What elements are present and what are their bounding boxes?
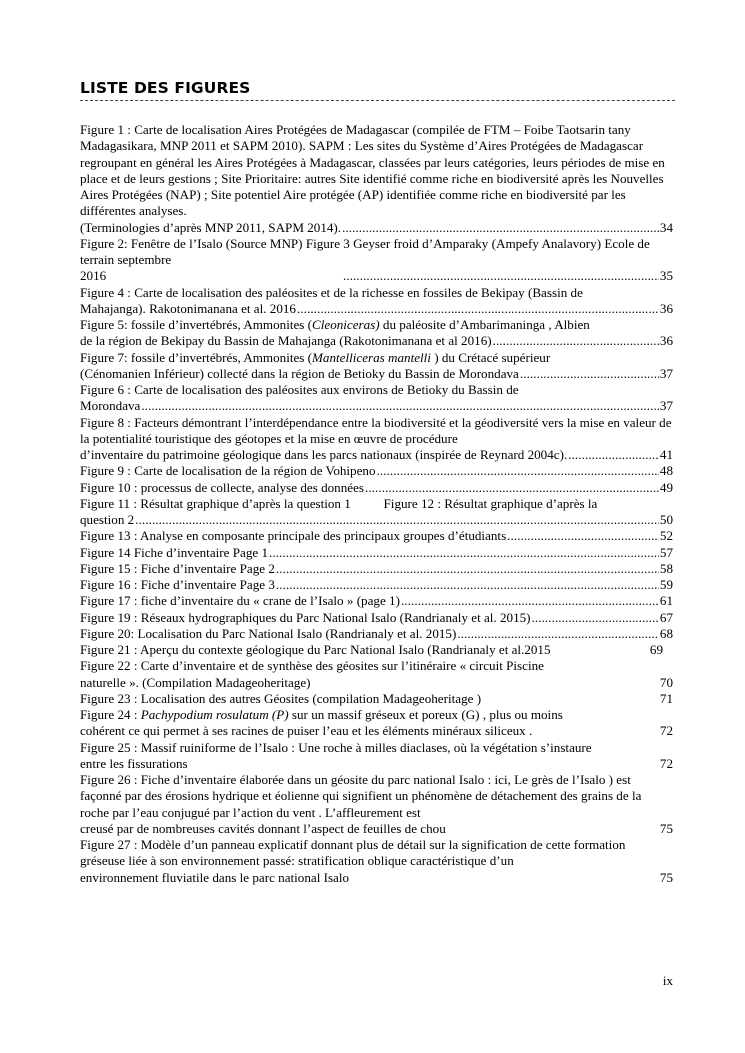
figure-entry-16[interactable] [80, 577, 673, 593]
entry-page-number: 37 [659, 398, 673, 414]
entry-text: Figure 25 : Massif ruiniforme de l’Isalo : Une roche à milles diaclases, où la végétation s’instaure [80, 739, 592, 755]
entry-page-number: 52 [659, 528, 673, 544]
entry-last-line: Figure 15 : Fiche d’inventaire Page 2 [80, 560, 275, 576]
figure-entry-17[interactable] [80, 593, 673, 609]
entry-page-number: 67 [659, 609, 673, 625]
entry-last-line: cohérent ce qui permet à ses racines de puiser l’eau et les éléments minéraux siliceux . [80, 723, 533, 739]
page-heading: LISTE DES FIGURES [80, 79, 251, 97]
entry-last-line: Figure 23 : Localisation des autres Géosites (compilation Madageoheritage ) [80, 690, 482, 706]
figure-entry-8[interactable] [80, 415, 673, 464]
dot-leader [365, 480, 659, 496]
entry-page-number: 58 [659, 560, 673, 576]
entry-text: Figure 11 : Résultat graphique d’après la question 1 Figure 12 : Résultat graphique d’après la [80, 495, 598, 511]
entry-last-line: Figure 17 : fiche d’inventaire du « crane de l’Isalo » (page 1) [80, 593, 400, 609]
figure-entry-6[interactable] [80, 382, 673, 415]
dot-leader [520, 366, 659, 382]
entry-last-line: question 2 [80, 512, 135, 527]
entry-last-line: 2016 [80, 268, 107, 284]
dot-leader [343, 268, 659, 284]
entry-page-number: 70 [659, 674, 673, 690]
entry-text-part: Figure 24 : [80, 707, 141, 722]
figure-entry-21[interactable] [80, 642, 673, 658]
figure-entry-2[interactable] [80, 236, 673, 285]
entry-text: Figure 27 : Modèle d’un panneau explicatif donnant plus de détail sur la signification de cette formation gréseuse liée à son environnement passé: stratification oblique caractéristique d’un [80, 837, 626, 869]
entry-last-line: Figure 10 : processus de collecte, analyse des données [80, 479, 364, 495]
entry-text: Figure 8 : Facteurs démontrant l’interdépendance entre la biodiversité et la géodiversité vers la mise en valeur de la potentialité touristique des géotopes et la mise en œuvre de procédure [80, 414, 672, 446]
figure-entry-13[interactable] [80, 528, 673, 544]
entry-page-number: 69 [649, 642, 663, 657]
entry-italic-taxon: Cleoniceras) [312, 317, 380, 332]
dot-leader [507, 528, 659, 544]
entry-last-line: Figure 9 : Carte de localisation de la région de Vohipeno [80, 463, 376, 479]
dot-leader [457, 626, 659, 642]
entry-text-part: sur un massif gréseux et poreux (G) , plus ou moins [288, 707, 563, 722]
figure-entry-27[interactable] [80, 837, 673, 886]
entry-page-number: 61 [659, 593, 673, 609]
entry-last-line: entre les fissurations [80, 755, 188, 771]
dot-leader [276, 561, 659, 577]
entry-text: Figure 4 : Carte de localisation des paléosites et de la richesse en fossiles de Bekipay (Bassin de [80, 284, 583, 300]
figure-list [80, 122, 673, 886]
figure-entry-22[interactable] [80, 658, 673, 691]
figure-entry-23[interactable] [80, 691, 673, 707]
entry-text [80, 350, 673, 366]
entry-page-number: 36 [659, 300, 673, 316]
dot-leader [532, 610, 659, 626]
entry-last-line: Figure 21 : Aperçu du contexte géologique du Parc National Isalo (Randrianaly et al.2015 [80, 642, 551, 657]
figure-entry-7[interactable] [80, 350, 673, 383]
entry-page-number: 34 [659, 219, 673, 235]
entry-last-line: Morondava [80, 398, 141, 414]
entry-last-line: Figure 14 Fiche d’inventaire Page 1 [80, 544, 268, 560]
figure-entry-19[interactable] [80, 610, 673, 626]
entry-italic-taxon: Mantelliceras mantelli [312, 349, 431, 365]
entry-text-part: ) du Crétacé supérieur [430, 349, 551, 365]
entry-last-line: Mahajanga). Rakotonimanana et al. 2016 [80, 300, 296, 316]
entry-last-line: environnement fluviatile dans le parc national Isalo [80, 869, 350, 885]
figure-entry-5[interactable] [80, 317, 673, 350]
entry-page-number: 59 [659, 577, 673, 592]
figure-entry-1[interactable] [80, 122, 673, 236]
entry-last-line: creusé par de nombreuses cavités donnant l’aspect de feuilles de chou [80, 820, 446, 836]
figure-entry-24[interactable] [80, 707, 673, 740]
dot-leader [276, 577, 659, 593]
dot-leader [297, 301, 659, 317]
figure-entry-26[interactable] [80, 772, 673, 837]
entry-last-line: Figure 13 : Analyse en composante principale des principaux groupes d’étudiants [80, 528, 507, 544]
entry-text [80, 317, 673, 333]
entry-text: Figure 2: Fenêtre de l’Isalo (Source MNP) Figure 3 Geyser froid d’Amparaky (Ampefy Analavory) Ecole de terrain septembre [80, 235, 650, 267]
figure-entry-11[interactable] [80, 496, 673, 529]
dot-leader [401, 593, 659, 609]
figure-entry-14[interactable] [80, 545, 673, 561]
entry-page-number: 68 [659, 625, 673, 641]
dot-leader [141, 398, 659, 414]
entry-page-number: 41 [659, 447, 673, 462]
entry-page-number: 71 [659, 690, 673, 706]
heading-divider [80, 100, 675, 101]
page-footer-number: ix [662, 973, 673, 988]
entry-page-number: 75 [659, 820, 673, 836]
entry-last-line: (Terminologies d’après MNP 2011, SAPM 2014). [80, 219, 342, 235]
entry-page-number: 72 [659, 723, 673, 739]
entry-text-part: Figure 7: fossile d’invertébrés, Ammonites ( [80, 349, 313, 365]
figure-entry-25[interactable] [80, 740, 673, 773]
entry-text: Figure 22 : Carte d’inventaire et de synthèse des géosites sur l’itinéraire « circuit Piscine [80, 658, 544, 674]
dot-leader [493, 333, 659, 349]
entry-last-line: naturelle ». (Compilation Madageoheritage) [80, 674, 311, 690]
figure-entry-9[interactable] [80, 463, 673, 479]
entry-page-number: 72 [659, 755, 673, 771]
entry-text: Figure 1 : Carte de localisation Aires Protégées de Madagascar (compilée de FTM – Foibe Taotsarin tany Madagasikara, MNP 2011 et SAPM 2010). SAPM : Les sites du Système d’Aires Protégées de Madagascar regroupant en général les Aires Protégées à Madagascar, classées par leurs catégories, leurs périodes de mise en place et de leurs gestions ; Site Prioritaire: autres Site identifié comme riche en biodiversité après les Nouvelles Aires Protégées (NAP) ; Site potentiel Aire protégée (AP) identifiée comme riche en biodiversité par les différentes analyses. [80, 122, 665, 219]
entry-text-part: Figure 5: fossile d’invertébrés, Ammonites ( [80, 317, 313, 332]
entry-text: Figure 6 : Carte de localisation des paléosites aux environs de Betioky du Bassin de [80, 382, 519, 397]
entry-text: Figure 26 : Fiche d’inventaire élaborée dans un géosite du parc national Isalo : ici, Le grès de l’Isalo ) est façonné par des érosions hydrique et éolienne qui signifient un phénomène de détachement des grains de la roche par l’eau conjugué par l’action du vent . L’affleurement est [80, 772, 642, 820]
dot-leader [342, 220, 659, 236]
figure-entry-10[interactable] [80, 480, 673, 496]
entry-last-line: (Cénomanien Inférieur) collecté dans la région de Betioky du Bassin de Morondava [80, 365, 519, 381]
entry-last-line: d’inventaire du patrimoine géologique dans les parcs nationaux (inspirée de Reynard 2004c). [80, 447, 568, 462]
entry-last-line: Figure 16 : Fiche d’inventaire Page 3 [80, 577, 275, 592]
figure-entry-15[interactable] [80, 561, 673, 577]
dot-leader [568, 447, 659, 463]
entry-page-number: 49 [659, 479, 673, 495]
dot-leader [269, 545, 659, 561]
entry-page-number: 57 [659, 544, 673, 560]
entry-text [80, 707, 673, 723]
entry-page-number: 75 [659, 869, 673, 885]
entry-page-number: 48 [659, 463, 673, 479]
figure-entry-20[interactable] [80, 626, 673, 642]
entry-page-number: 37 [659, 365, 673, 381]
entry-text-part: du paléosite d’Ambarimaninga , Albien [379, 317, 590, 332]
dot-leader [377, 463, 659, 479]
entry-page-number: 35 [659, 268, 673, 284]
entry-last-line: Figure 19 : Réseaux hydrographiques du Parc National Isalo (Randrianaly et al. 2015) [80, 609, 531, 625]
entry-last-line: de la région de Bekipay du Bassin de Mahajanga (Rakotonimanana et al 2016) [80, 333, 492, 349]
entry-page-number: 50 [659, 512, 673, 527]
entry-last-line: Figure 20: Localisation du Parc National Isalo (Randrianaly et al. 2015) [80, 625, 457, 641]
entry-italic-taxon: Pachypodium rosulatum (P) [140, 707, 289, 722]
figure-entry-4[interactable] [80, 285, 673, 318]
dot-leader [135, 512, 659, 528]
entry-page-number: 36 [659, 333, 673, 349]
